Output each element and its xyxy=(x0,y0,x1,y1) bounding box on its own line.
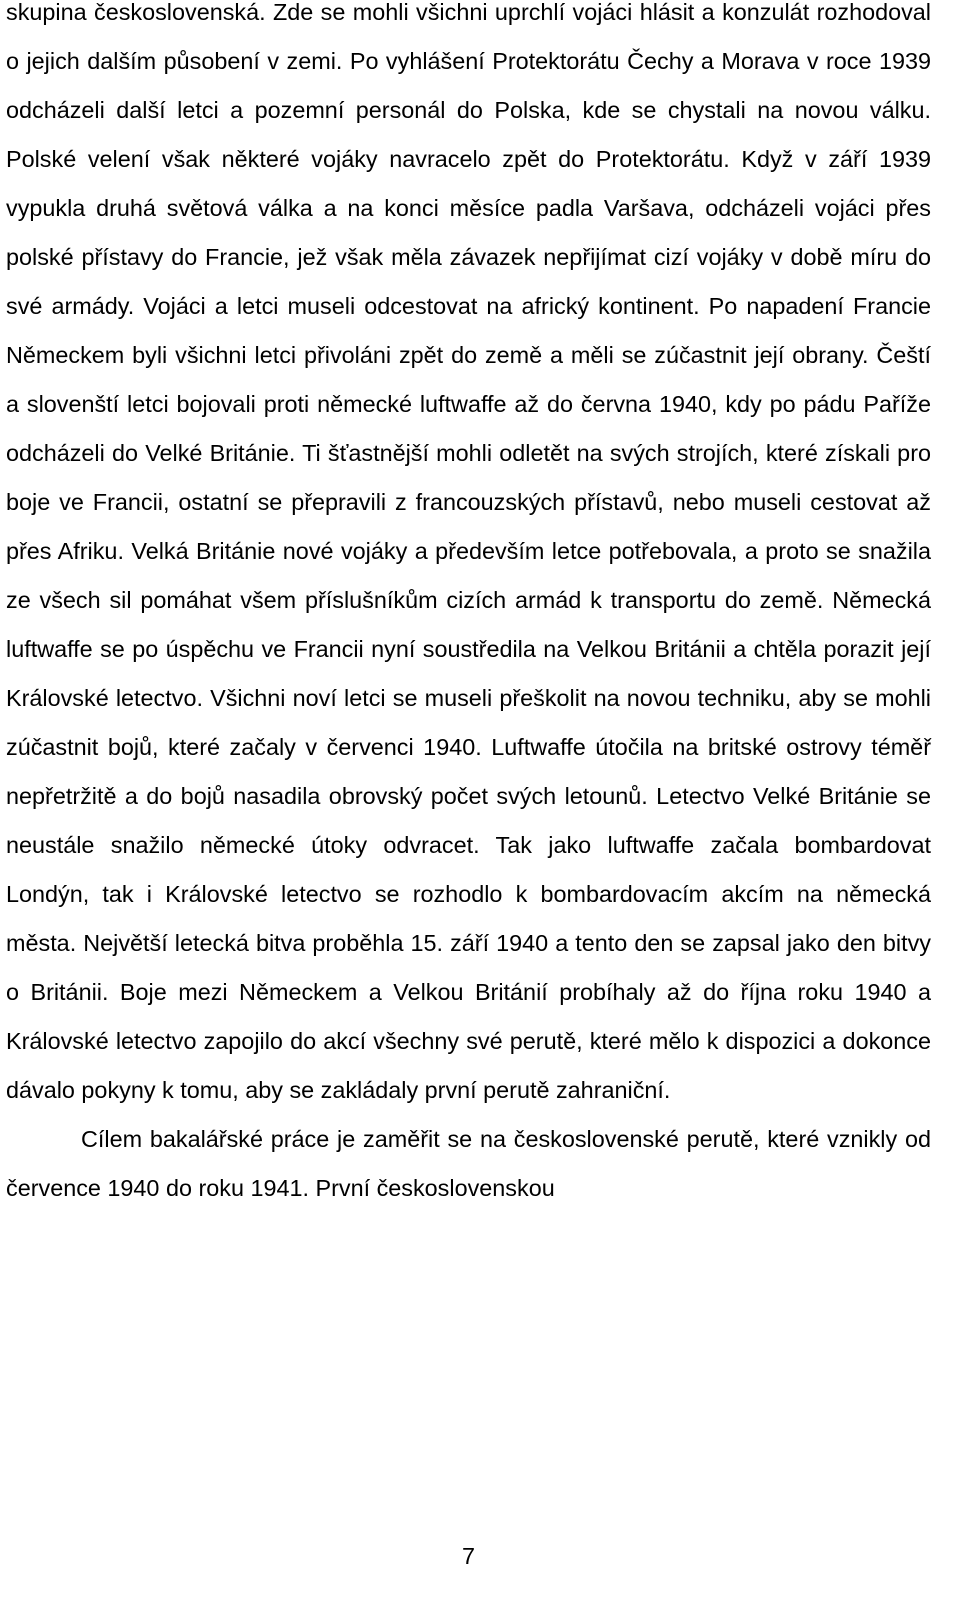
paragraph-thesis-aim: Cílem bakalářské práce je zaměřit se na československé perutě, které vznikly od července 1940 do roku 1941. První československou xyxy=(6,1126,931,1201)
document-page xyxy=(6,0,931,1213)
paragraph-history: skupina československá. Zde se mohli všichni uprchlí vojáci hlásit a konzulát rozhodoval o jejich dalším působení v zemi. Po vyhlášení Protektorátu Čechy a Morava v roce 1939 odcházeli další letci a pozemní personál do Polska, kde se chystali na novou válku. Polské velení však některé vojáky navracelo zpět do Protektorátu. Když v září 1939 vypukla druhá světová válka a na konci měsíce padla Varšava, odcházeli vojáci přes polské přístavy do Francie, jež však měla závazek nepřijímat cizí vojáky v době míru do své armády. Vojáci a letci museli odcestovat na africký kontinent. Po napadení Francie Německem byli všichni letci přivoláni zpět do země a měli se zúčastnit její obrany. Čeští a slovenští letci bojovali proti německé luftwaffe až do června 1940, kdy po pádu Paříže odcházeli do Velké Británie. Ti šťastnější mohli odletět na svých strojích, které získali pro boje ve Francii, ostatní se přepravili z francouzských přístavů, nebo museli cestovat až přes Afriku. Velká Británie nové vojáky a především letce potřebovala, a proto se snažila ze všech sil pomáhat všem příslušníkům cizích armád k transportu do země. Německá luftwaffe se po úspěchu ve Francii nyní soustředila na Velkou Británii a chtěla porazit její Královské letectvo. Všichni noví letci se museli přeškolit na novou techniku, aby se mohli zúčastnit bojů, které začaly v červenci 1940. Luftwaffe útočila na britské ostrovy téměř nepřetržitě a do bojů nasadila obrovský počet svých letounů. Letectvo Velké Británie se neustále snažilo německé útoky odvracet. Tak jako luftwaffe začala bombardovat Londýn, tak i Královské letectvo se rozhodlo k bombardovacím akcím na německá města. Největší letecká bitva proběhla 15. září 1940 a tento den se zapsal jako den bitvy o Británii. Boje mezi Německem a Velkou Británií probíhaly až do října roku 1940 a Královské letectvo zapojilo do akcí všechny své perutě, které mělo k dispozici a dokonce dávalo pokyny k tomu, aby se zakládaly první perutě zahraniční. xyxy=(6,0,931,1103)
page-number: 7 xyxy=(461,1543,475,1569)
